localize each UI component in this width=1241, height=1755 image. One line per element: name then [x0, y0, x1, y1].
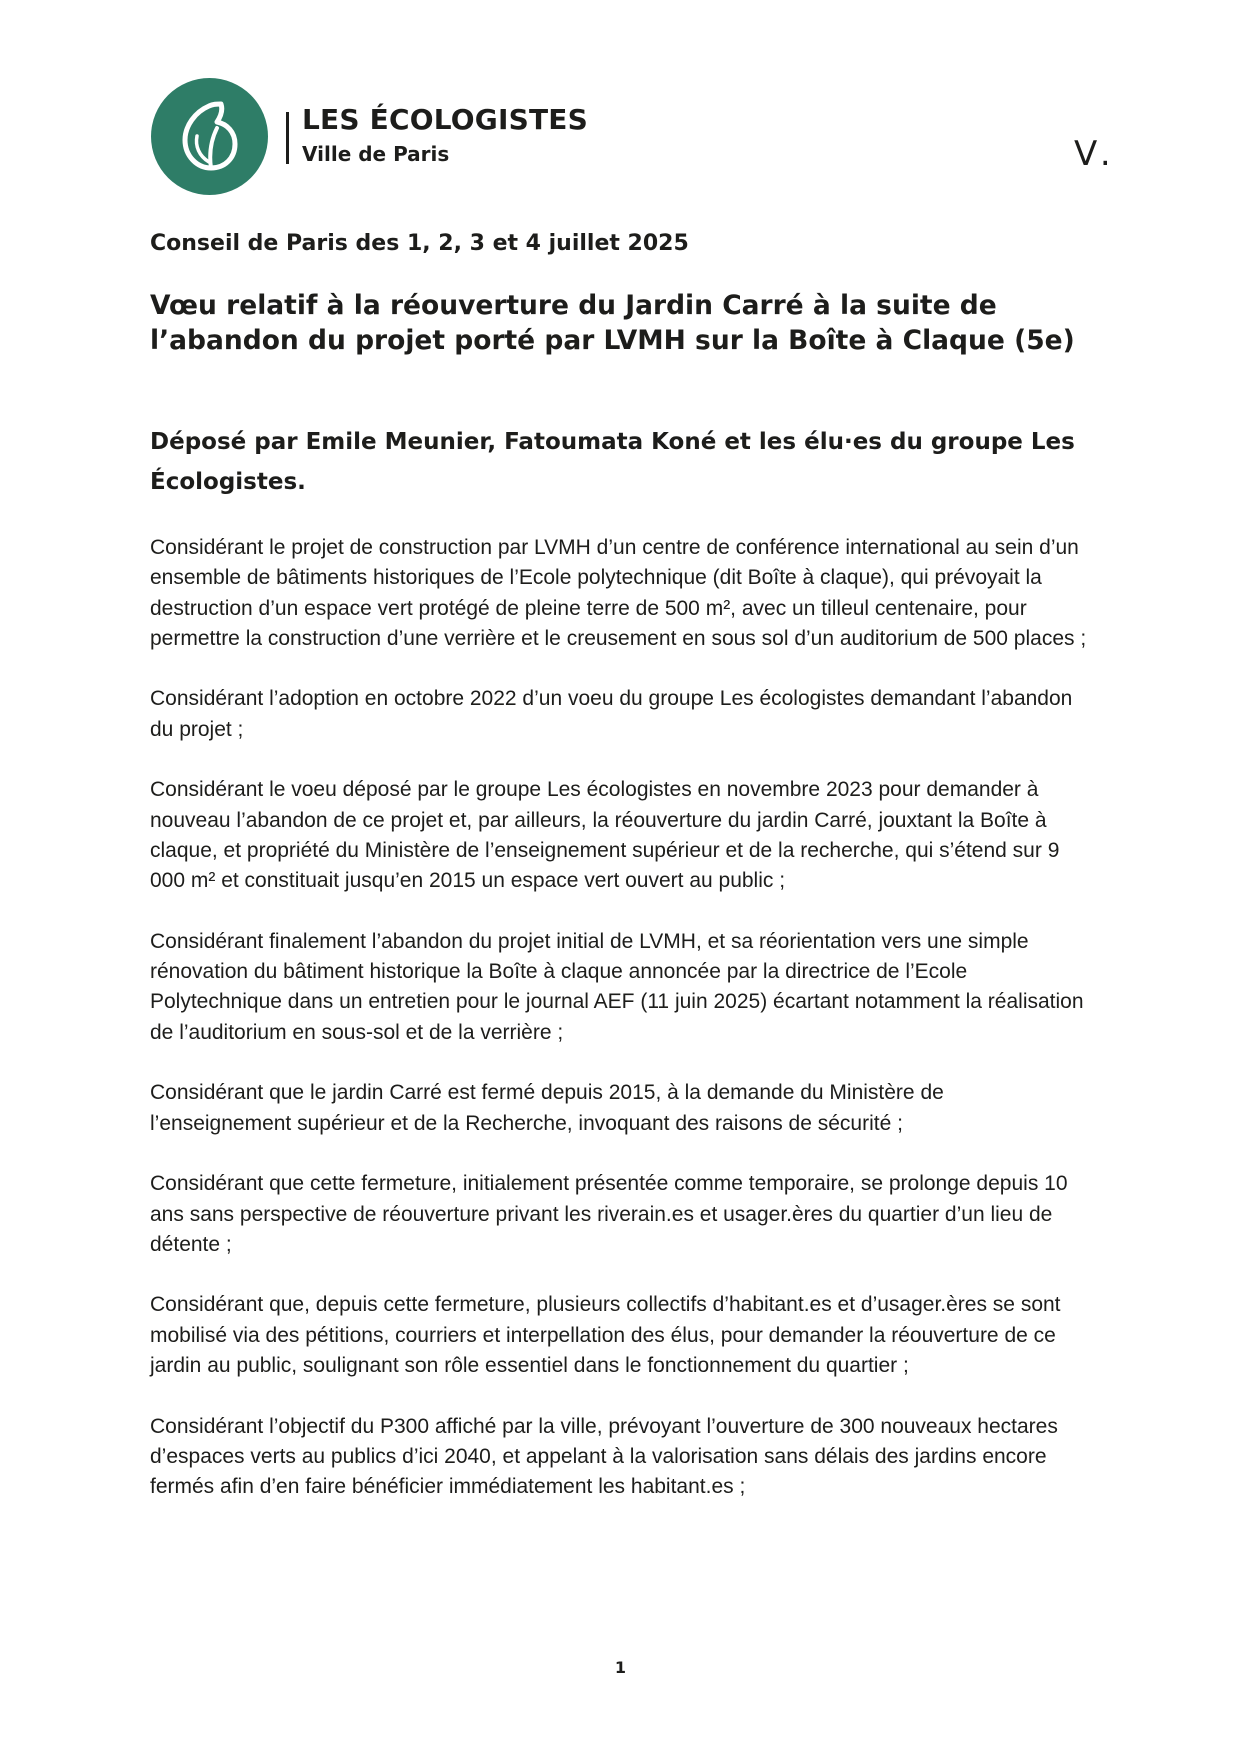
corner-mark: V.: [1074, 134, 1118, 174]
logo-divider: [286, 112, 289, 164]
paragraph: Considérant le projet de construction par LVMH d’un centre de conférence international au sein d’un ensemble de bâtiments historiques de l’Ecole polytechnique (dit Boîte à claque), qui prévoyait la destruction d’un espace vert protégé de pleine terre de 500 m², avec un tilleul centenaire, pour permettre la construction d’une verrière et le creusement en sous sol d’un auditorium de 500 places ;: [150, 536, 1087, 650]
leaf-icon: [151, 78, 268, 195]
paragraph: Considérant que cette fermeture, initialement présentée comme temporaire, se prolonge depuis 10 ans sans perspective de réouverture privant les riverain.es et usager.ères du quartier d’un lieu de détente ;: [150, 1172, 1068, 1256]
paragraph: Considérant finalement l’abandon du projet initial de LVMH, et sa réorientation vers une simple rénovation du bâtiment historique la Boîte à claque annoncée par la directrice de l’Ecole Polytechnique dans un entretien pour le journal AEF (11 juin 2025) écartant notamment la réalisation de l’auditorium en sous-sol et de la verrière ;: [150, 929, 1084, 1044]
deposed-by: Déposé par Emile Meunier, Fatoumata Koné et les élu·es du groupe Les Écologistes.: [150, 429, 1075, 495]
document-body: [150, 533, 1090, 1533]
paragraph: Considérant que, depuis cette fermeture, plusieurs collectifs d’habitant.es et d’usager.ères se sont mobilisé via des pétitions, courriers et interpellation des élus, pour demander la réouverture de ce jardin au public, soulignant son rôle essentiel dans le fonctionnement du quartier ;: [150, 1293, 1061, 1378]
paragraph: Considérant que le jardin Carré est fermé depuis 2015, à la demande du Ministère de l’enseignement supérieur et de la Recherche, invoquant des raisons de sécurité ;: [150, 1081, 944, 1135]
logo: [151, 78, 268, 195]
logo-title: LES ÉCOLOGISTES: [302, 103, 588, 136]
paragraph: Considérant le voeu déposé par le groupe Les écologistes en novembre 2023 pour demander à nouveau l’abandon de ce projet et, par ailleurs, la réouverture du jardin Carré, jouxtant la Boîte à claque, et propriété du Ministère de l’enseignement supérieur et de la recherche, qui s’étend sur 9 000 m² et constituait jusqu’en 2015 un espace vert ouvert au public ;: [150, 778, 1060, 893]
document-title: Vœu relatif à la réouverture du Jardin Carré à la suite de l’abandon du projet porté par LVMH sur la Boîte à Claque (5e): [150, 290, 1075, 356]
paragraph: Considérant l’adoption en octobre 2022 d’un voeu du groupe Les écologistes demandant l’abandon du projet ;: [150, 687, 1073, 741]
logo-subtitle: Ville de Paris: [302, 142, 450, 166]
session-heading: Conseil de Paris des 1, 2, 3 et 4 juillet 2025: [150, 231, 689, 256]
paragraph: Considérant l’objectif du P300 affiché par la ville, prévoyant l’ouverture de 300 nouveaux hectares d’espaces verts au publics d’ici 2040, et appelant à la valorisation sans délais des jardins encore fermés afin d’en faire bénéficier immédiatement les habitant.es ;: [150, 1414, 1058, 1499]
page-number: 1: [614, 1658, 627, 1677]
